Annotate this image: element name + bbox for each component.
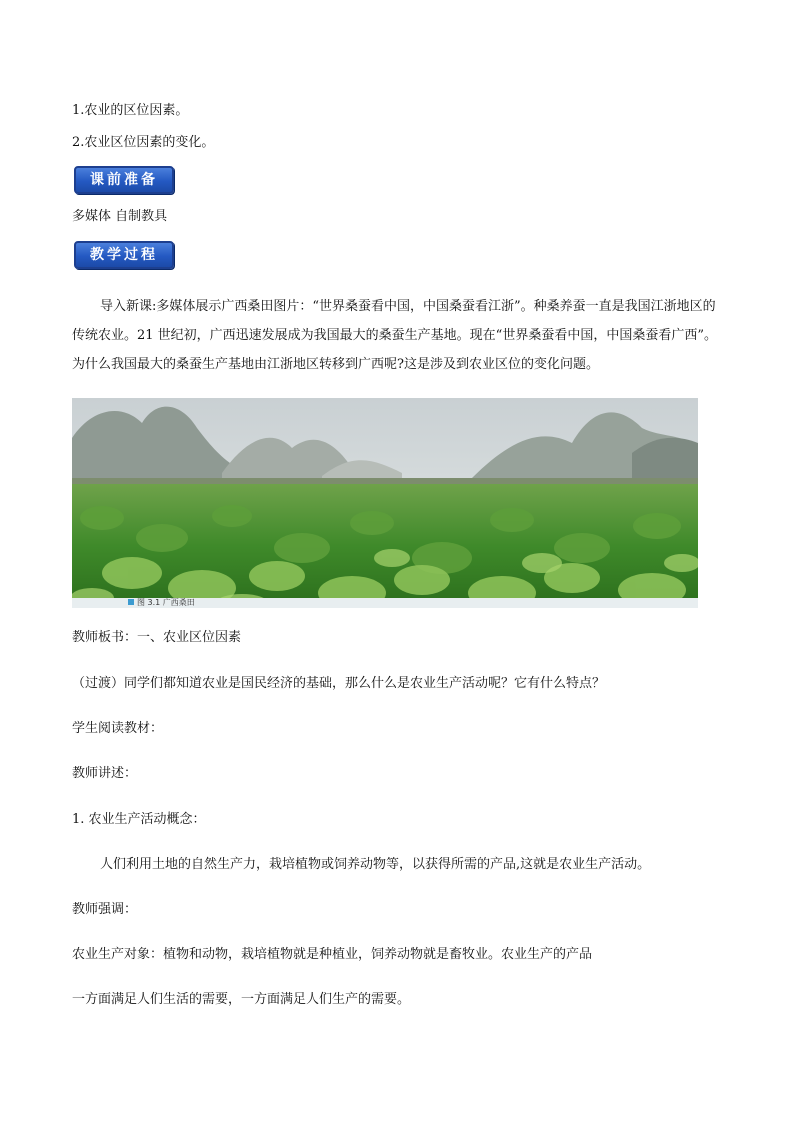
mulberry-field-photo xyxy=(72,398,698,608)
teacher-explain: 教师讲述： xyxy=(72,766,138,781)
concept-definition: 人们利用土地的自然生产力，栽培植物或饲养动物等，以获得所需的产品,这就是农业生产活动。 xyxy=(100,857,651,872)
objective-1: 1.农业的区位因素。 xyxy=(72,103,189,118)
transition-text: （过渡）同学们都知道农业是国民经济的基础，那么什么是农业生产活动呢？它有什么特点？ xyxy=(72,676,606,691)
student-reading: 学生阅读教材： xyxy=(72,721,164,736)
production-objects: 农业生产对象：植物和动物，栽培植物就是种植业，饲养动物就是畜牧业。农业生产的产品 xyxy=(72,947,593,962)
section-badge-prep: 课前准备 xyxy=(74,166,174,194)
intro-paragraph: 导入新课:多媒体展示广西桑田图片：“世界桑蚕看中国，中国桑蚕看江浙”。种桑养蚕一直是我国江浙地区的传统农业。21 世纪初，广西迅速发展成为我国最大的桑蚕生产基地。现在“世界桑蚕看中国，中国桑蚕看广西”。为什么我国最大的桑蚕生产基地由江浙地区转移到广西呢?这是涉及到农业区位的变化问题。 xyxy=(72,299,717,372)
caption-marker xyxy=(128,599,134,605)
objective-2: 2.农业区位因素的变化。 xyxy=(72,135,215,150)
figure-caption xyxy=(128,598,195,608)
caption-text: 图 3.1 广西桑田 xyxy=(137,598,195,607)
section-badge-process: 教学过程 xyxy=(74,241,174,269)
board-heading: 教师板书：一、农业区位因素 xyxy=(72,630,242,645)
teacher-emphasis: 教师强调： xyxy=(72,902,138,917)
prep-items: 多媒体 自制教具 xyxy=(72,209,168,224)
production-needs: 一方面满足人们生活的需要，一方面满足人们生产的需要。 xyxy=(72,992,411,1007)
concept-title: 1. 农业生产活动概念： xyxy=(72,812,206,827)
